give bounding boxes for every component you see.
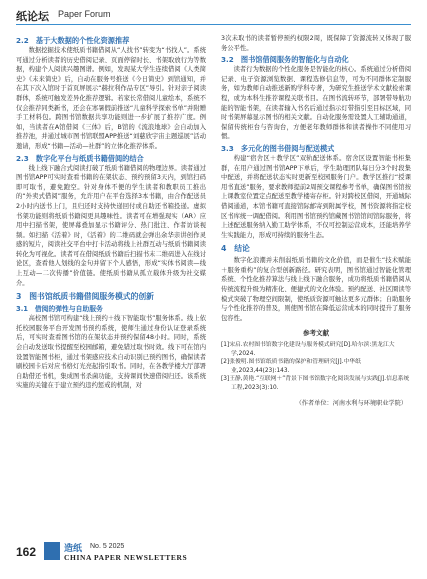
- heading-3-3: 3.3 多元化的图书借阅与配送模式: [221, 143, 335, 153]
- heading-3-1: 3.1 借阅的弹性与自助服务: [16, 305, 103, 314]
- page-number: 162: [16, 545, 37, 559]
- reference-item: [3]王静,黄艳.“互联网＋”背景下图书馆数字化阅读发展与实践[J].信息系统工程,2023(3):10.: [221, 376, 410, 391]
- paragraph-3-2: 读者行为数据的个性化服务是智能化的核心。系统通过分析借阅记录、电子资源浏览数据、课程选修信息等，可为不同群体定制服务，如为教师自动推送新购学科专著，为研究生推送学术文献检索课程，或为本科生推荐课程关联书目。在图书流转环节，部署带导航功能的智能书架，在读者输入书名后通过指示灯带指引至目标区域，同时书架屏幕显示图书的相关文献。自动化服务需设置人工辅助通道，保留传统柜台与咨询台，方便老年教师群体和读者操作不同使用习惯。: [221, 66, 411, 141]
- heading-3-2: 3.2 图书馆借阅服务的智能化与自动化: [221, 55, 349, 65]
- journal-logo-icon: [44, 542, 60, 560]
- reference-item: [1]宋启.农村图书馆数字化建设与服务模式研究[D].哈尔滨:黑龙江大学,2024.: [221, 342, 395, 357]
- paragraph-continued: 3次未取书的读者暂停预约权限2周，既保障了资源流转又体现了服务公平性。: [221, 35, 411, 52]
- right-column: [221, 34, 411, 531]
- references-title: 参考文献: [303, 329, 329, 338]
- journal-name: CHINA PAPER NEWSLETTERS: [64, 553, 188, 562]
- author-affiliation: （作者单位：河南水利与环境职业学院）: [295, 399, 407, 407]
- heading-2-2: 2.2 基于大数据的个性化资源推荐: [16, 36, 130, 45]
- page-footer: [0, 534, 427, 579]
- journal-logo-text: 造纸: [64, 544, 83, 554]
- page-header: [0, 0, 427, 28]
- issue-number: No. 5 2025: [90, 543, 125, 550]
- paragraph-3-3: 构建“宿舍区＋教学区”双轨配送体系。宿舍区设置智能书柜集群，在用户通过图书馆APP下单后，学生助理团队每日分3个时段集中配送，并将配送状态实时更新至校园服务门户。教学区推行“授课用书直送”服务，要求教师提前2周预交课程参考书单，确保图书馆按上课教室位置定点配送至教学楼寄存柜。针对跨校区借阅，开通城际借阅通道，本馆书籍可直接馆际邮寄到附属学校，图书资源将指定校区书库统一调配借阅。利用图书馆预约馆藏图书馆馆间馆际服务，将上述配送服务纳入勤工助学体系，不仅可控制运营成本，还能培养学生实践能力，形成可持续的服务生态。: [221, 154, 411, 239]
- left-column: [16, 34, 206, 531]
- heading-3: 3 图书馆纸质书籍借阅服务模式的创新: [16, 292, 154, 302]
- section-title-en: Paper Forum: [58, 9, 111, 19]
- reference-item: [2]张俊明.图书馆纸质书籍的保护和管理研究[J].中华纸业,2023,44(23):143.: [221, 359, 361, 374]
- section-title-cn: 纸论坛: [16, 10, 49, 23]
- paragraph-4: 数字化浪潮并未削弱纸质书籍的文化价值，而是催生“技术赋能＋服务重构”的复合型创新路径。研究表明，图书馆通过智能化管理系统、个性化推荐算法与线上线下融合服务，成功将纸质书籍借阅从传统流程升级为精准化、便捷式的文化体验。预约配送、社区圈读等模式突破了物理空间限制，使纸质资源可触达更多元群体；自助服务与个性化推荐的普及，则使图书馆在降低运营成本的同时提升了服务包容性。: [221, 257, 411, 322]
- header-divider: [16, 24, 411, 25]
- paragraph-2-3: 线上线下融合式阅读打破了纸质书籍借阅的物理边界。读者通过图书馆APP可实时查看书籍的在架状态、预约预留3天内，到馆扫码即可取书，避免跑空。针对身体不便的学生读者和教职员工推出的“外卖式借阅”服务，允许用户在平台选择3本书籍，由合作配送员2小时内送书上门，且归还时支持快递回付或自助还书箱投递。虚拟书架功能则将纸质书籍阅更具趣味性。读者可在增强现实（AR）应用中扫描书架，使屏幕叠加显示书籍评分、热门批注、作者访谈视频。如扫描《活着》时，《活着》的二维码就会弹出余华亲讲创作灵感的短片，阅读社交平台中打卡活动将线上社群互动与纸质书籍阅读转化为可视化。读者可在借阅纸质书籍后扫描书末二维码进入在线讨论区，查看他人划线的金句并留下个人感悟，形成“实体书阅读—线上互动—二次传播”价值链。使纸质书籍从孤立载体升级为社交媒介。: [16, 164, 206, 287]
- paragraph-3-1: 高校图书馆可构建“线上预约＋线下智能取书”服务体系。线上依托校园服务平台开发图书预约系统，使师生通过身份认证登录系统后，可实时查看图书馆的在架状态并预约保留48小时。同时，系统会自动发送取书提醒至校园邮箱，避免错过取书时效。线下可在馆内设置智能图书柜，通过书架感应技术自动识别已预约图书，确保读者刷校园卡后对应书格灯光亮起指引取书。同时，在各教学楼大厅部署自助借还书机，集成图书杀菌功能，支持课间快速借阅归还。该系统实施的关键在于建立预约违约惩戒的机制，对: [16, 315, 206, 390]
- paragraph-2-2: 数据挖掘技术使纸质书籍借阅从“人找书”转变为“书找人”。系统可通过分析读者的历史借阅记录、页面停留时长、书架取放行为等数据，构建个人阅读兴趣图谱。例如，发现某大学生连续借阅《人类简史》《未来简史》后，自动在服务号推送《今日简史》到馆通知，并在其下次入馆时于首页屏展示“赫拉利作品专区”导引。针对亲子阅读群体，系统可触发差异化推荐逻辑。若家长常借阅儿童绘本，系统不仅会推荐同类新书，还会在寒暑假前推送“儿童科学探索书单”并附赠手工材料包。跨图书馆数据共享功能则进一步扩展了推荐广度。例如，当读者在A馆借阅《三体》后，B馆的《流浪地球》会自动加入推荐池，并通过城市图书馆联盟APP推送“刘慈欣宇宙主题巡展”活动邀请，形成“书籍—活动—社群”的立体化推荐体系。: [16, 47, 206, 150]
- heading-4: 4 结论: [221, 244, 250, 254]
- heading-2-3: 2.3 数字化平台与纸质书籍借阅的结合: [16, 153, 144, 163]
